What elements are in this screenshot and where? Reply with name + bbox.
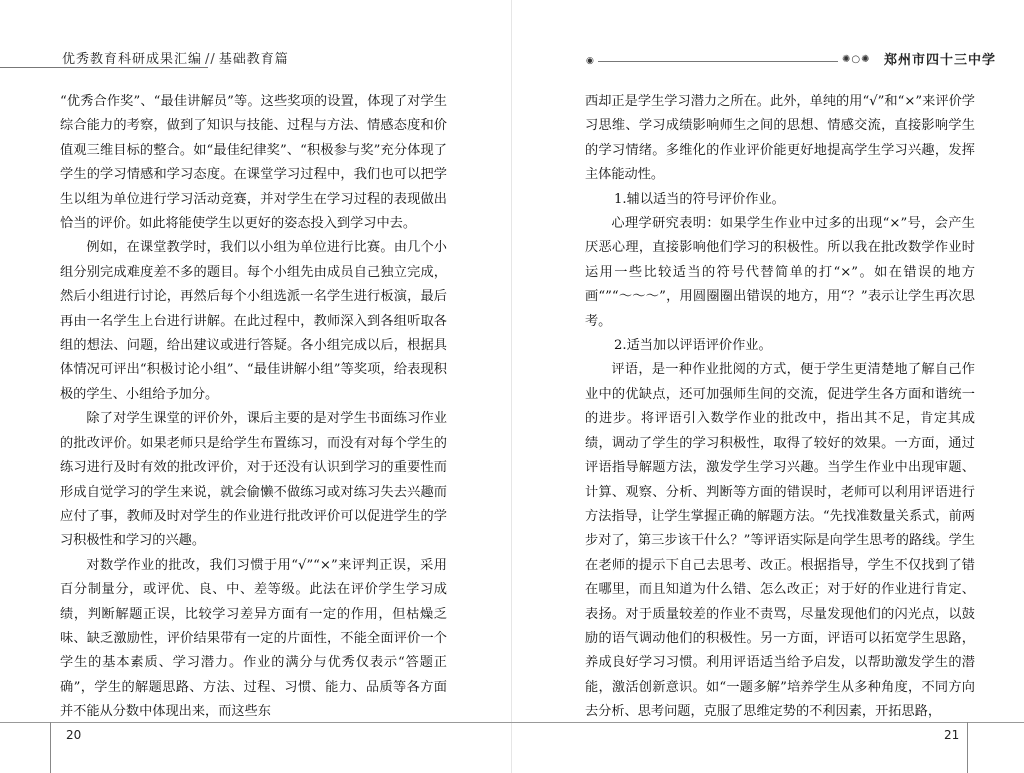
paragraph: 对数学作业的批改，我们习惯于用“√”“×”来评判正误，采用百分制量分，或评优、良、中、差等级。此法在评价学生学习成绩，判断解题正误，比较学习差异方面有一定的作用，但枯燥乏味、缺乏激励性，评价结果带有一定的片面性，不能全面评价一个学生的基本素质、学习潜力。作业的满分与优秀仅表示“答题正确”，学生的解题思路、方法、过程、习惯、能力、品质等各方面并不能从分数中体现出来，而这些东: [60, 557, 447, 720]
header-dot-icon: ◉: [586, 56, 594, 66]
left-text-column: [60, 90, 447, 725]
running-header-left: [62, 48, 289, 67]
section-title: 基础教育篇: [218, 52, 289, 67]
footer-rule: [512, 722, 1024, 723]
page-number: 20: [66, 728, 82, 742]
paragraph: 西却正是学生学习潜力之所在。此外，单纯的用“√”和“×”来评价学习思维、学习成绩影响师生之间的思想、情感交流，直接影响学生的学习情绪。多维化的作业评价能更好地提高学生学习兴趣，发挥主体能动性。: [585, 94, 975, 183]
footer-rule: [0, 722, 512, 723]
header-rule: [598, 61, 838, 62]
paragraph: 心理学研究表明：如果学生作业中过多的出现“×”号，会产生厌恶心理，直接影响他们学习的积极性。所以我在批改数学作业时运用一些比较适当的符号代替简单的打“×”。如在错误的地方画“”“～～～”，用圆圈圈出错误的地方，用“？”表示让学生再次思考。: [585, 216, 975, 329]
footer-tick: [967, 722, 968, 773]
book-title: 优秀教育科研成果汇编: [62, 52, 203, 67]
paragraph: 例如，在课堂教学时，我们以小组为单位进行比赛。由几个小组分别完成难度差不多的题目。每个小组先由成员自己独立完成，然后小组进行讨论，再然后每个小组选派一名学生进行板演，最后再由一名学生上台进行讲解。在此过程中，教师深入到各组听取各组的想法、问题，给出建议或进行答疑。各小组完成以后，根据具体情况可评出“积极讨论小组”、“最佳讲解小组”等奖项，给表现积极的学生、小组给予加分。: [60, 240, 447, 402]
paragraph: “优秀合作奖”、“最佳讲解员”等。这些奖项的设置，体现了对学生综合能力的考察，做到了知识与技能、过程与方法、情感态度和价值观三维目标的整合。如“最佳纪律奖”、“积极参与奖”充分体现了学生的学习情感和学习态度。在课堂学习过程中，我们也可以把学生以组为单位进行学习活动竞赛，并对学生在学习过程的表现做出恰当的评价。如此将能使学生以更好的姿态投入到学习中去。: [60, 94, 447, 232]
right-page: [512, 0, 1024, 773]
subheading: 1.辅以适当的符号评价作业。: [614, 191, 785, 207]
paragraph: 评语，是一种作业批阅的方式，便于学生更清楚地了解自己作业中的优缺点，还可加强师生间的交流，促进学生各方面和谐统一的进步。将评语引入数学作业的批改中，指出其不足，肯定其成绩，调动了学生的学习积极性，取得了较好的效果。一方面，通过评语指导解题方法，激发学生学习兴趣。当学生作业中出现审题、计算、观察、分析、判断等方面的错误时，老师可以利用评语进行方法指导，让学生掌握正确的解题方法。“先找准数量关系式，前两步对了，第三步该干什么？”等评语实际是向学生思考的路线。学生在老师的提示下自己去思考、改正。根据指导，学生不仅找到了错在哪里，而且知道为什么错、怎么改正；对于好的作业进行肯定、表扬。对于质量较差的作业不责骂，尽量发现他们的闪光点，以鼓励的语气调动他们的积极性。另一方面，评语可以拓宽学生思路，养成良好学习习惯。利用评语适当给予启发，以帮助激发学生的潜能，激活创新意识。如“一题多解”培养学生从多种角度，不同方向去分析、思考问题，克服了思维定势的不利因素，开拓思路，: [585, 362, 975, 720]
paragraph: 除了对学生课堂的评价外，课后主要的是对学生书面练习作业的批改评价。如果老师只是给学生布置练习，而没有对每个学生的练习进行及时有效的批改评价，对于还没有认识到学习的重要性而形成自觉学习的学生来说，就会偷懒不做练习或对练习失去兴趣而应付了事，教师及时对学生的作业进行批改评价可以促进学生的学习积极性和学习的兴趣。: [60, 411, 447, 549]
header-separator: //: [205, 52, 216, 67]
subheading: 2.适当加以评语评价作业。: [614, 338, 772, 354]
header-ornament-icon: ✺○✺: [842, 54, 871, 65]
header-rule: [0, 67, 208, 68]
school-name: 郑州市四十三中学: [884, 53, 997, 68]
page-number: 21: [944, 728, 960, 742]
footer-tick: [50, 722, 51, 773]
right-text-column: [585, 90, 975, 725]
